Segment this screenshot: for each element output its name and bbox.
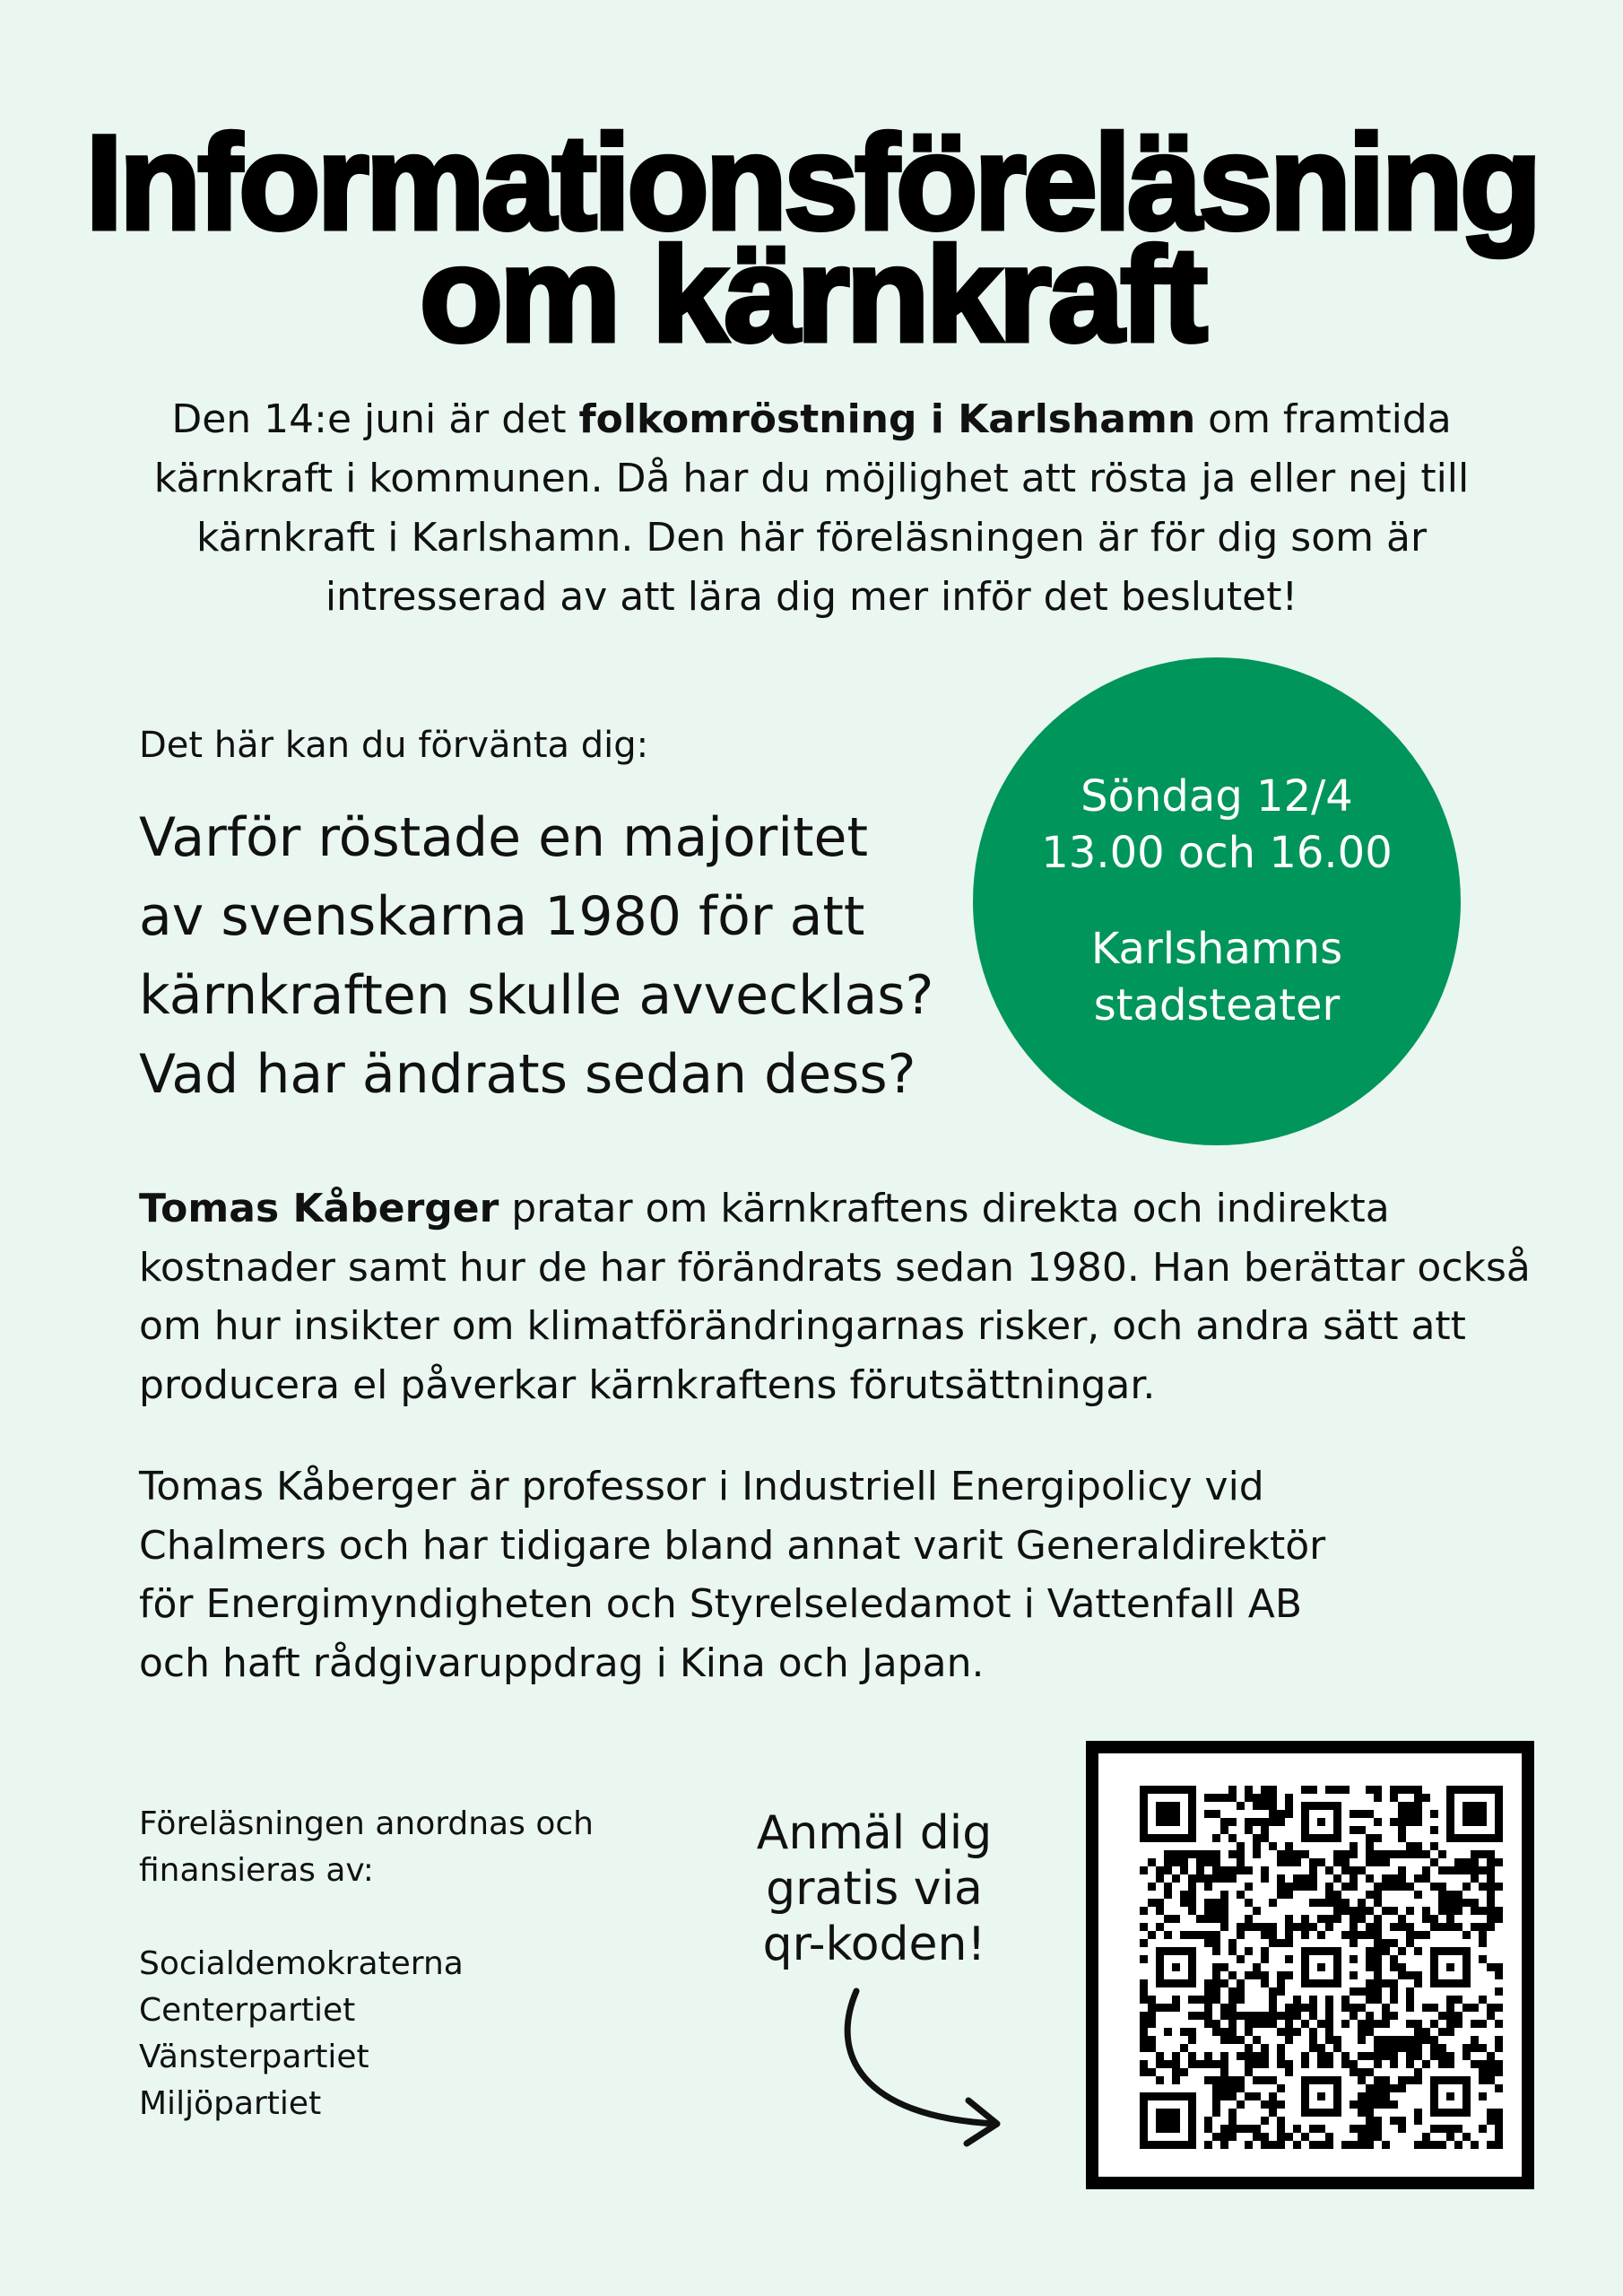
- cta-line: gratis via: [766, 1862, 983, 1916]
- bio-line: Chalmers och har tidigare bland annat varit Generaldirektör: [139, 1522, 1326, 1569]
- bio-paragraph: [139, 1457, 1538, 1692]
- questions: [139, 798, 991, 1114]
- party-item: Vänsterpartiet: [139, 2039, 369, 2075]
- question-line: Vad har ändrats sedan dess?: [139, 1043, 916, 1106]
- party-item: Socialdemokraterna: [139, 1945, 464, 1982]
- expect-label: Det här kan du förvänta dig:: [139, 725, 649, 766]
- event-date: Söndag 12/4: [1081, 771, 1353, 822]
- event-badge: [973, 657, 1461, 1145]
- qr-code-icon: [1140, 1786, 1503, 2149]
- title-line-1: Informationsföreläsning: [84, 107, 1538, 257]
- party-item: Miljöpartiet: [139, 2085, 322, 2122]
- event-venue: Karlshamns: [1090, 924, 1343, 974]
- question-line: Varför röstade en majoritet: [139, 806, 868, 869]
- intro-highlight: folkomröstning i Karlshamn: [578, 396, 1196, 442]
- title-line-2: om kärnkraft: [419, 219, 1204, 370]
- organizers-label: Föreläsningen anordnas och: [139, 1805, 594, 1842]
- cta-line: Anmäl dig: [756, 1806, 993, 1860]
- intro-paragraph: Den 14:e juni är det folkomröstning i Karlshamn om framtida kärnkraft i kommunen. Då har du möjlighet att rösta ja eller nej till kärnkraft i Karlshamn. Den här föreläsningen är för dig som är intresserad av att lära dig mer inför det beslutet!: [153, 396, 1470, 620]
- speaker-paragraph: Tomas Kåberger pratar om kärnkraftens direkta och indirekta kostnader samt hur de har förändrats sedan 1980. Han berättar också om hur insikter om klimatförändringarnas risker, och andra sätt att producera el påverkar kärnkraftens förutsättningar.: [139, 1186, 1531, 1408]
- organizers: [139, 1801, 594, 2127]
- question-line: av svenskarna 1980 för att: [139, 885, 865, 948]
- bio-line: Tomas Kåberger är professor i Industriell Energipolicy vid: [139, 1464, 1264, 1509]
- question-line: kärnkraften skulle avvecklas?: [139, 964, 934, 1027]
- arrow-icon: [825, 1973, 1022, 2152]
- speaker-name: Tomas Kåberger: [139, 1186, 499, 1231]
- bio-line: och haft rådgivaruppdrag i Kina och Japan.: [139, 1639, 985, 1686]
- cta-line: qr-koden!: [762, 1918, 986, 1971]
- organizers-label: finansieras av:: [139, 1852, 374, 1889]
- event-venue: stadsteater: [1093, 980, 1341, 1031]
- event-times: 13.00 och 16.00: [1041, 828, 1393, 878]
- bio-line: för Energimyndigheten och Styrelseledamot i Vattenfall AB: [139, 1581, 1303, 1627]
- signup-cta: [717, 1805, 1031, 1972]
- party-item: Centerpartiet: [139, 1992, 356, 2029]
- qr-code[interactable]: [1086, 1741, 1534, 2189]
